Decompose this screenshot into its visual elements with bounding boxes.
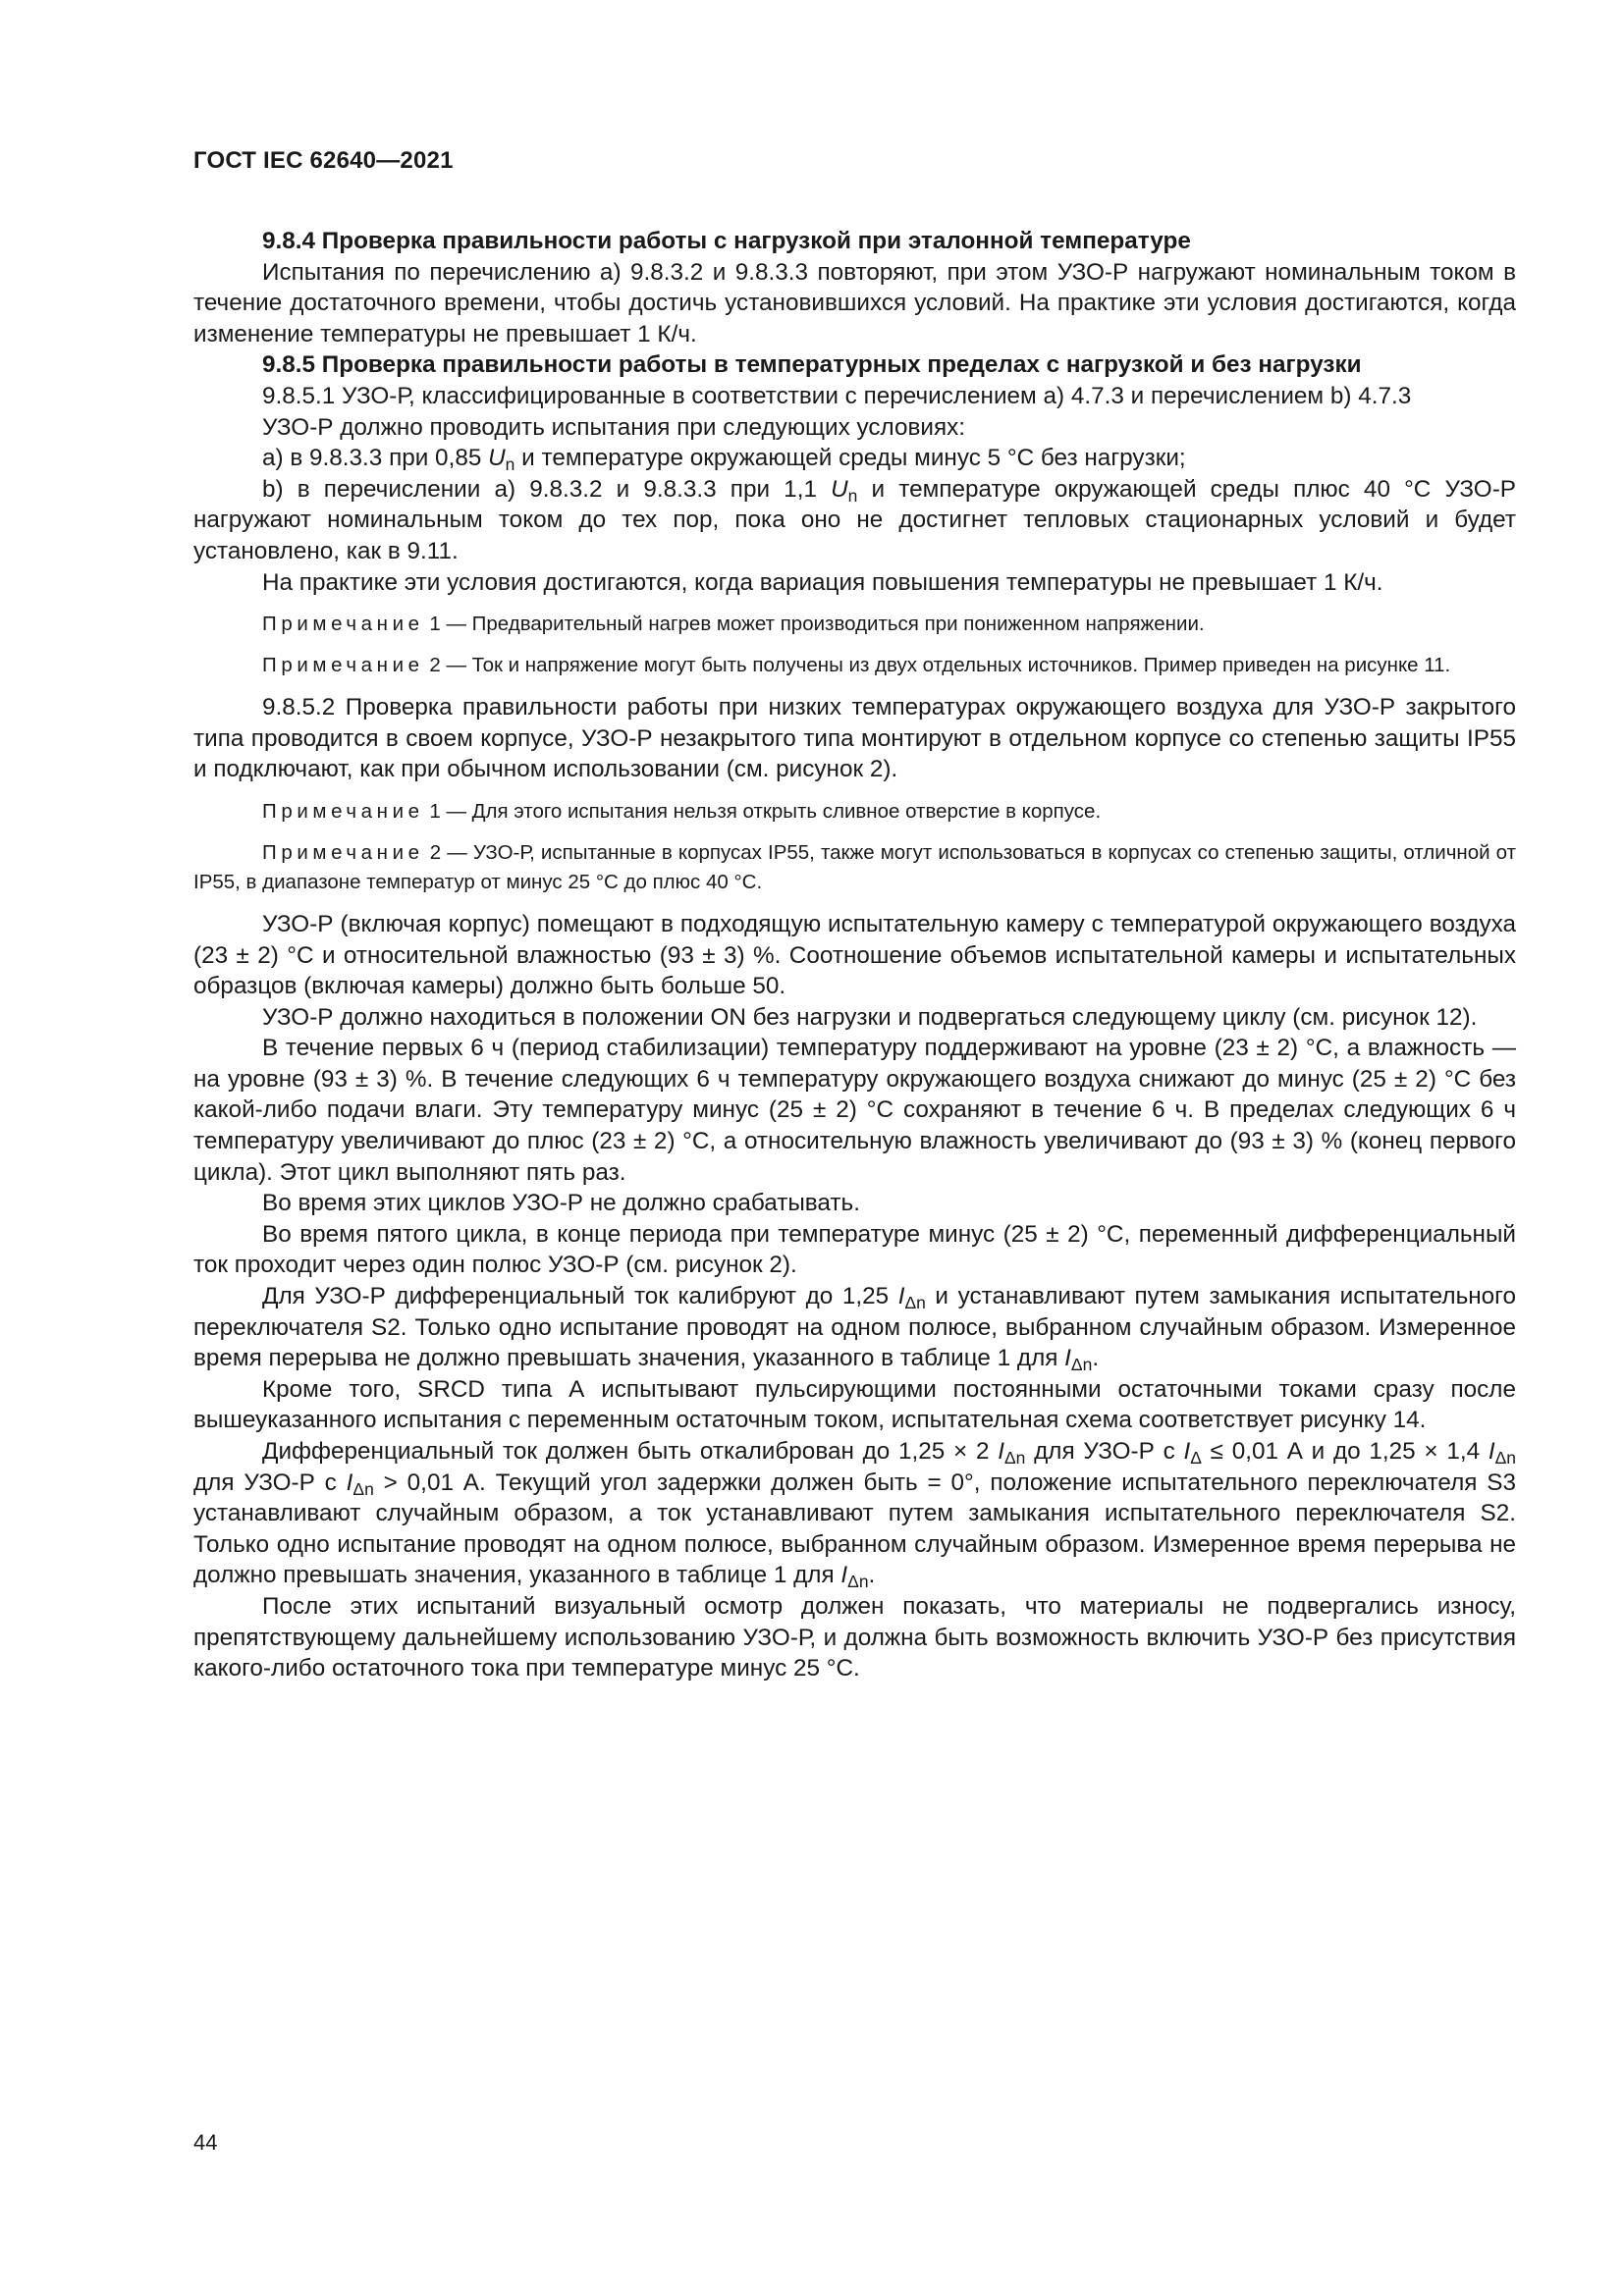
paragraph: На практике эти условия достигаются, когда вариация повышения температуры не превышает 1 К/ч.: [262, 568, 1383, 596]
paragraph: После этих испытаний визуальный осмотр должен показать, что материалы не подвергались износу, препятствующему дальнейшему использованию УЗО-Р, и должна быть возможность включить УЗО-Р без присутствия какого-либо остаточного тока при температуре минус 25 °С.: [193, 1592, 1516, 1682]
page-body: [193, 226, 1516, 1684]
paragraph: В течение первых 6 ч (период стабилизации) температуру поддерживают на уровне (23 ± 2) °С, а влажность — на уровне (93 ± 3) %. В течение следующих 6 ч температуру окружающего воздуха снижают до минус (25 ± 2) °С без какой-либо подачи влаги. Эту температуру минус (25 ± 2) °С сохраняют в течение 6 ч. В пределах следующих 6 ч температуру увеличивают до плюс (23 ± 2) °С, а относительную влажность увеличивают до (93 ± 3) % (конец первого цикла). Этот цикл выполняют пять раз.: [193, 1035, 1516, 1186]
paragraph: Для УЗО-Р дифференциальный ток калибруют до 1,25 $I_{\Delta n}$ и устанавливают путем замыкания испытательного переключателя S2. Только одно испытание проводят на одном полюсе, выбранном случайным образом. Измеренное время перерыва не должно превышать значения, указанного в таблице 1 для $I_{\Delta n}$.: [193, 1283, 1516, 1375]
document-header: ГОСТ IEC 62640—2021: [193, 147, 454, 174]
paragraph: 9.8.5.2 Проверка правильности работы при низких температурах окружающего воздуха для УЗО-Р закрытого типа проводится в своем корпусе, УЗО-Р незакрытого типа монтируют в отдельном корпусе со степенью защиты IP55 и подключают, как при обычном использовании (см. рисунок 2).: [193, 694, 1516, 783]
list-item-b: b) в перечислении а) 9.8.3.2 и 9.8.3.3 при 1,1 $U_n$ и температуре окружающей среды плюс 40 °С УЗО-Р нагружают номинальным током до тех пор, пока оно не достигнет тепловых стационарных условий и будет установлено, как в 9.11.: [193, 475, 1516, 564]
page-number: 44: [193, 2130, 218, 2155]
section-heading-9-8-5: 9.8.5 Проверка правильности работы в температурных пределах с нагрузкой и без нагрузки: [262, 351, 1362, 379]
paragraph: 9.8.5.1 УЗО-Р, классифицированные в соответствии с перечислением а) 4.7.3 и перечислением b) 4.7.3: [262, 382, 1412, 409]
paragraph: Испытания по перечислению а) 9.8.3.2 и 9.8.3.3 повторяют, при этом УЗО-Р нагружают номинальным током в течение достаточного времени, чтобы достичь установившихся условий. На практике эти условия достигаются, когда изменение температуры не превышает 1 К/ч.: [193, 258, 1516, 347]
note: Примечание 1 — Для этого испытания нельзя открыть сливное отверстие в корпусе.: [262, 799, 1102, 823]
section-heading-9-8-4: 9.8.4 Проверка правильности работы с нагрузкой при эталонной температуре: [262, 228, 1191, 254]
paragraph: Во время пятого цикла, в конце периода при температуре минус (25 ± 2) °С, переменный дифференциальный ток проходит через один полюс УЗО-Р (см. рисунок 2).: [193, 1220, 1516, 1279]
note: Примечание 2 — Ток и напряжение могут быть получены из двух отдельных источников. Пример приведен на рисунке 11.: [262, 654, 1451, 677]
paragraph: УЗО-Р (включая корпус) помещают в подходящую испытательную камеру с температурой окружающего воздуха (23 ± 2) °С и относительной влажностью (93 ± 3) %. Соотношение объемов испытательной камеры и испытательных образцов (включая камеры) должно быть больше 50.: [193, 910, 1516, 1000]
paragraph: Кроме того, SRCD типа А испытывают пульсирующими постоянными остаточными токами сразу после вышеуказанного испытания с переменным остаточным током, испытательная схема соответствует рисунку 14.: [193, 1375, 1516, 1434]
paragraph: УЗО-Р должно находиться в положении ON без нагрузки и подвергаться следующему циклу (см. рисунок 12).: [262, 1003, 1478, 1031]
note: Примечание 1 — Предварительный нагрев может производиться при пониженном напряжении.: [262, 613, 1205, 636]
list-item-a: а) в 9.8.3.3 при 0,85 $U_n$ и температуре окружающей среды минус 5 °С без нагрузки;: [262, 445, 1186, 475]
note: Примечание 2 — УЗО-Р, испытанные в корпусах IP55, также могут использоваться в корпусах со степенью защиты, отличной от IP55, в диапазоне температур от минус 25 °С до плюс 40 °С.: [193, 840, 1516, 893]
paragraph: УЗО-Р должно проводить испытания при следующих условиях:: [262, 413, 966, 441]
paragraph: Во время этих циклов УЗО-Р не должно срабатывать.: [262, 1190, 860, 1217]
paragraph: Дифференциальный ток должен быть откалиброван до 1,25 × 2 $I_{\Delta n}$ для УЗО-Р с $I_\Delta \le 0,01$ А и до 1,25 × 1,4 $I_{\Delta n}$ для УЗО-Р с $I_{\Delta n} > 0,01$ А. Текущий угол задержки должен быть = 0°, положение испытательного переключателя S3 устанавливают случайным образом, а ток устанавливают путем замыкания испытательного переключателя S2. Только одно испытание проводят на одном полюсе, выбранном случайным образом. Измеренное время перерыва не должно превышать значения, указанного в таблице 1 для $I_{\Delta n}$.: [193, 1438, 1516, 1592]
